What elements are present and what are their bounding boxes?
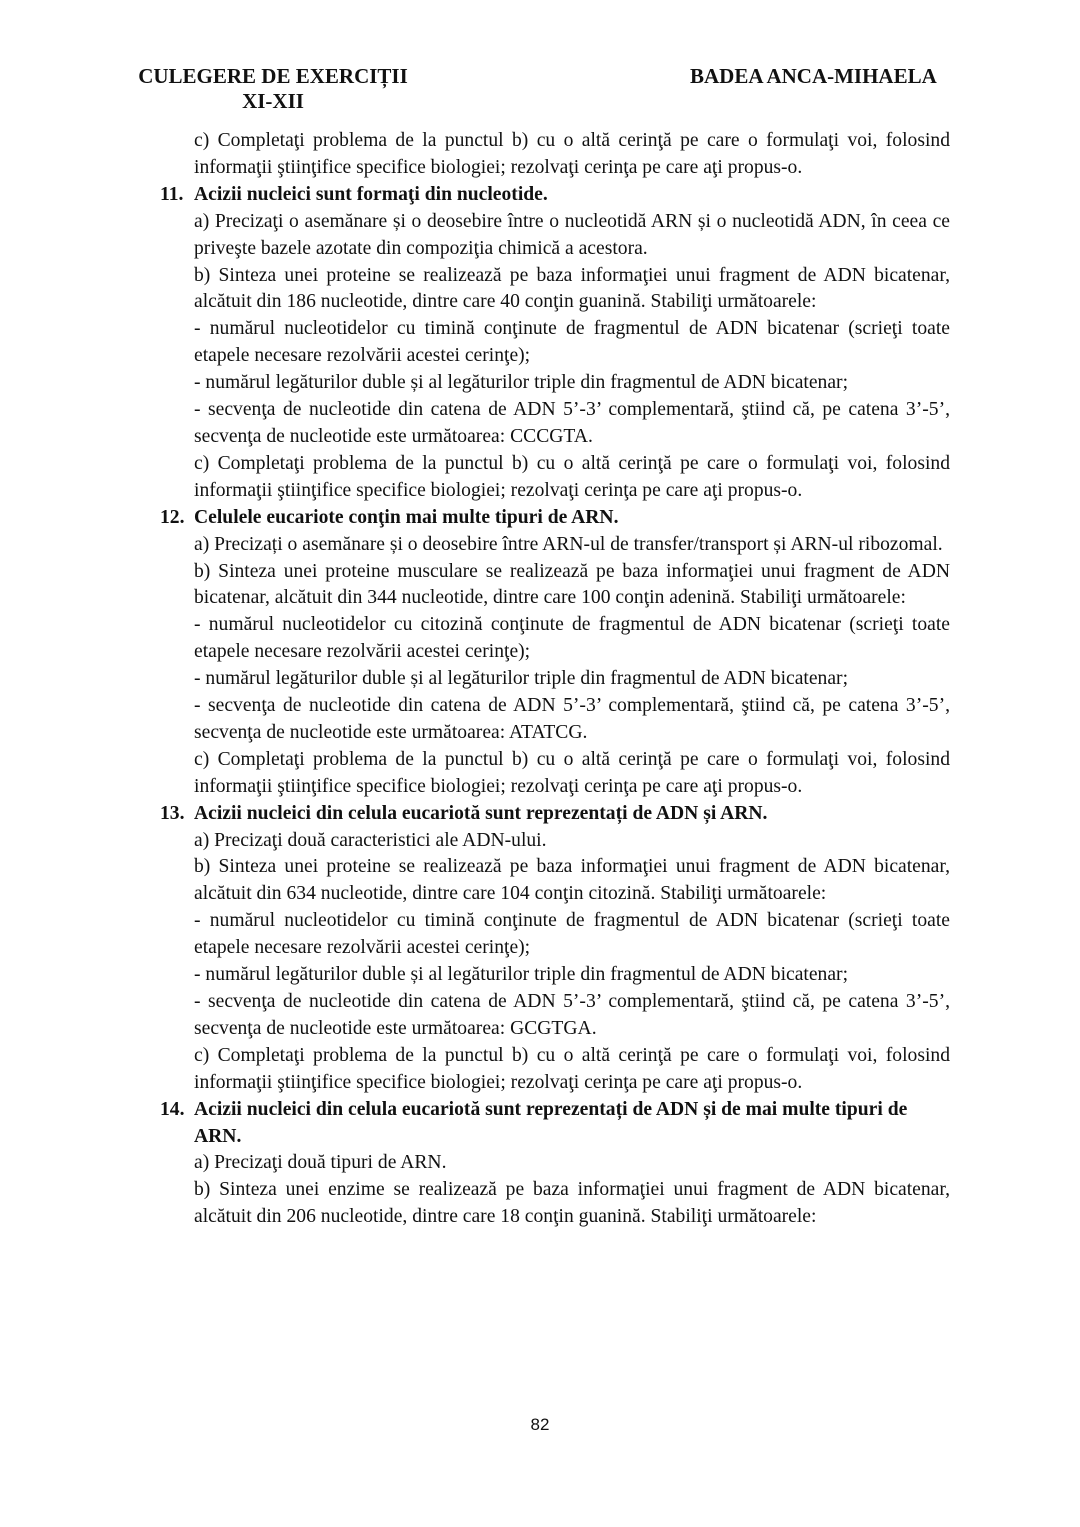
requirement-b-task-3: - secvenţa de nucleotide din catena de ADN 5’-3’ complementară, ştiind că, pe catena 3’-5’, secvenţa de nucleotide este următoarea: ATATCG. [194,695,950,743]
book-title-line2: XI-XII [242,89,304,113]
book-title-line1: CULEGERE DE EXERCIȚII [138,64,408,88]
exercise-14 [160,1097,950,1232]
exercise-number: 13. [160,802,185,824]
requirement-c: c) Completaţi problema de la punctul b) cu o altă cerinţă pe care o formulaţi voi, folosind informaţii ştiinţifice specifice biologiei; rezolvaţi cerinţa pe care aţi propus-o. [194,1044,950,1093]
requirement-b: b) Sinteza unei proteine se realizează pe baza informaţiei unui fragment de ADN bicatenar, alcătuit din 634 nucleotide, dintre care 104 conţin citozină. Stabiliţi următoarele: [194,856,950,905]
exercise-title [160,182,950,209]
requirement-b: b) Sinteza unei proteine musculare se realizează pe baza informaţiei unui fragment de ADN bicatenar, alcătuit din 344 nucleotide, dintre care 100 conţin adenină. Stabiliţi următoarele: [194,560,950,609]
requirement-c: c) Completaţi problema de la punctul b) cu o altă cerinţă pe care o formulaţi voi, folosind informaţii ştiinţifice specifice biologiei; rezolvaţi cerinţa pe care aţi propus-o. [194,452,950,501]
exercise-heading: Acizii nucleici sunt formaţi din nucleotide. [194,183,548,205]
book-title [128,64,418,114]
exercise-heading: Celulele eucariote conţin mai multe tipuri de ARN. [194,506,619,528]
requirement-a: a) Precizați o asemănare și o deosebire între ARN-ul de transfer/transport și ARN-ul ribozomal. [194,533,943,555]
requirement-b: b) Sinteza unei proteine se realizează pe baza informaţiei unui fragment de ADN bicatenar, alcătuit din 186 nucleotide, dintre care 40 conţin guanină. Stabiliţi următoarele: [194,264,950,313]
exercise-heading: Acizii nucleici din celula eucariotă sunt reprezentați de ADN și de mai multe tipuri de ARN. [194,1098,908,1147]
requirement-b: b) Sinteza unei enzime se realizează pe baza informaţiei unui fragment de ADN bicatenar, alcătuit din 206 nucleotide, dintre care 18 conţin guanină. Stabiliţi următoarele: [194,1179,950,1228]
author-name: BADEA ANCA-MIHAELA [690,64,937,88]
page-content [160,128,950,1231]
requirement-a: a) Precizaţi o asemănare și o deosebire între o nucleotidă ARN și o nucleotidă ADN, în ceea ce priveşte bazele azotate din compoziţia chimică a acestora. [194,210,950,259]
exercise-heading: Acizii nucleici din celula eucariotă sunt reprezentați de ADN și ARN. [194,802,768,824]
requirement-b-task-1: - numărul nucleotidelor cu timină conţinute de fragmentul de ADN bicatenar (scrieţi toate etapele necesare rezolvării acestei cerinţe); [194,910,950,959]
requirement-b-task-1: - numărul nucleotidelor cu timină conţinute de fragmentul de ADN bicatenar (scrieţi toate etapele necesare rezolvării acestei cerinţe); [194,318,950,367]
exercise-11 [160,182,950,505]
requirement-b-task-2: - numărul legăturilor duble și al legăturilor triple din fragmentul de ADN bicatenar; [194,668,849,690]
requirement-b-task-3: - secvenţa de nucleotide din catena de ADN 5’-3’ complementară, ştiind că, pe catena 3’-5’, secvenţa de nucleotide este următoarea: GCGTGA. [194,991,950,1039]
requirement-b-task-2: - numărul legăturilor duble și al legăturilor triple din fragmentul de ADN bicatenar; [194,372,849,394]
requirement-a: a) Precizaţi două caracteristici ale ADN-ului. [194,829,547,851]
requirement-c: c) Completaţi problema de la punctul b) cu o altă cerinţă pe care o formulaţi voi, folosind informaţii ştiinţifice specifice biologiei; rezolvaţi cerinţa pe care aţi propus-o. [194,748,950,797]
exercise-13 [160,801,950,1097]
requirement-b-task-3: - secvenţa de nucleotide din catena de ADN 5’-3’ complementară, ştiind că, pe catena 3’-5’, secvenţa de nucleotide este următoarea: CCCGTA. [194,399,950,447]
requirement-b-task-2: - numărul legăturilor duble și al legăturilor triple din fragmentul de ADN bicatenar; [194,964,849,986]
exercise-title [160,801,950,828]
requirement-b-task-1: - numărul nucleotidelor cu citozină conţinute de fragmentul de ADN bicatenar (scrieţi toate etapele necesare rezolvării acestei cerinţe); [194,614,950,663]
exercise-number: 14. [160,1098,185,1120]
page-number: 82 [530,1415,550,1434]
exercise-number: 12. [160,506,185,528]
intro-requirement-c: c) Completaţi problema de la punctul b) cu o altă cerinţă pe care o formulaţi voi, folosind informaţii ştiinţifice specifice biologiei; rezolvaţi cerinţa pe care aţi propus-o. [194,130,950,178]
requirement-a: a) Precizaţi două tipuri de ARN. [194,1152,447,1174]
exercise-title [160,505,950,532]
exercise-title [160,1097,950,1151]
exercise-12 [160,505,950,801]
exercise-number: 11. [160,183,184,205]
